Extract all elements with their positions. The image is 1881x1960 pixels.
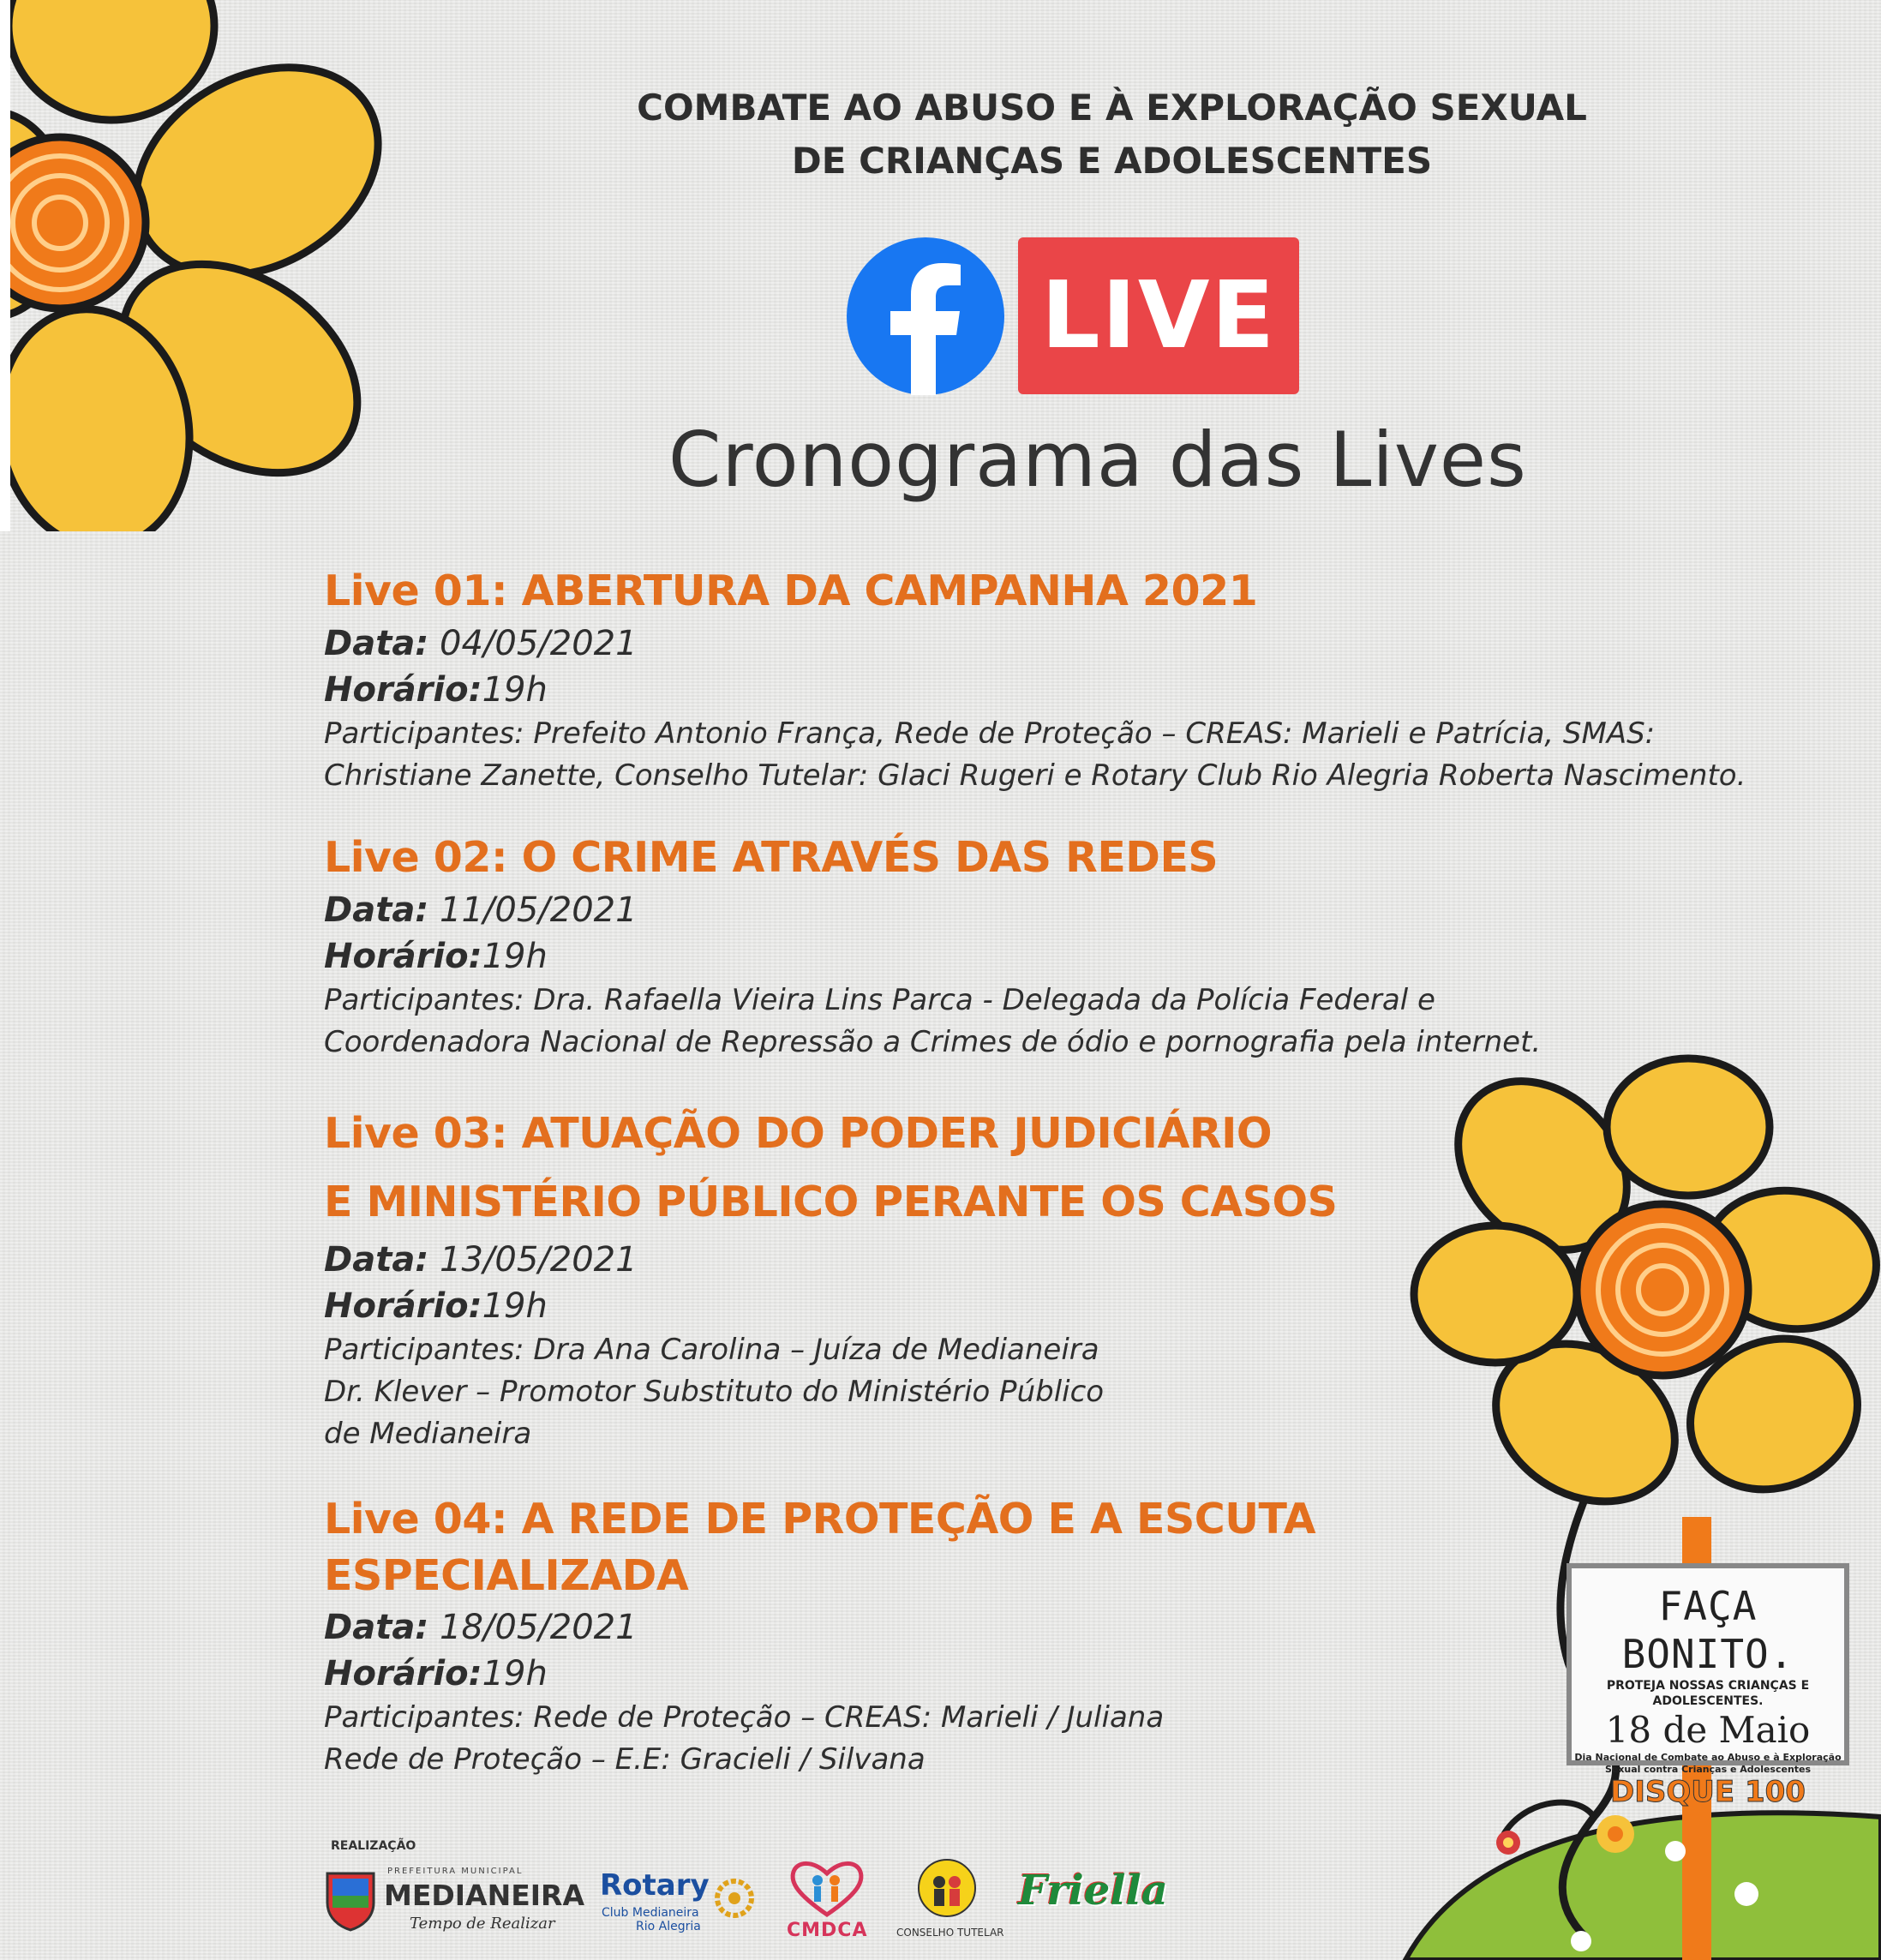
conselho-tutelar-name: CONSELHO TUTELAR: [896, 1927, 1004, 1939]
realizacao-label: REALIZAÇÃO: [331, 1839, 416, 1853]
header-line-2: DE CRIANÇAS E ADOLESCENTES: [791, 140, 1433, 182]
rotary-sub-2: Rio Alegria: [636, 1920, 701, 1933]
time-value: 19h: [482, 670, 548, 710]
faca-bonito-sign: [1567, 1563, 1849, 1809]
date-label: Data:: [324, 1608, 429, 1647]
live-02-time: [324, 933, 1541, 980]
live-03-participants-3: de Medianeira: [324, 1417, 532, 1451]
date-label: Data:: [324, 1240, 429, 1280]
facebook-icon: [847, 237, 1004, 395]
date-label: Data:: [324, 890, 429, 930]
live-02-participants-1: Participantes: Dra. Rafaella Vieira Lins Parca - Delegada da Polícia Federal e: [324, 983, 1435, 1017]
friella-name: Friella: [1018, 1867, 1168, 1915]
time-label: Horário:: [324, 670, 482, 710]
live-03-date: [324, 1237, 1337, 1283]
date-value: 18/05/2021: [428, 1608, 638, 1647]
date-value: 11/05/2021: [428, 890, 638, 930]
live-04-title-1: Live 04: A REDE DE PROTEÇÃO E A ESCUTA: [324, 1495, 1316, 1543]
live-01-section: [324, 562, 1746, 797]
heart-family-icon: [788, 1858, 866, 1918]
live-02-title: Live 02: O CRIME ATRAVÉS DAS REDES: [324, 833, 1219, 882]
live-01-time: [324, 667, 1746, 713]
sign-line-2: PROTEJA NOSSAS CRIANÇAS E ADOLESCENTES.: [1606, 1679, 1810, 1708]
sign-line-4b: Sexual contra Crianças e Adolescentes: [1604, 1764, 1812, 1775]
rotary-name: Rotary: [600, 1868, 710, 1903]
live-02-section: [324, 829, 1541, 1064]
date-value: 04/05/2021: [428, 624, 638, 663]
cmdca-logo: [782, 1858, 876, 1944]
conselho-tutelar-logo: [891, 1858, 1011, 1944]
live-01-participants-1: Participantes: Prefeito Antonio França, Rede de Proteção – CREAS: Marieli e Patrícia, SMAS:: [324, 716, 1656, 751]
live-02-participants-2: Coordenadora Nacional de Repressão a Crimes de ódio e pornografia pela internet.: [324, 1025, 1542, 1059]
live-04-date: [324, 1604, 1315, 1651]
live-04-participants-1: Participantes: Rede de Proteção – CREAS: Marieli / Juliana: [324, 1700, 1165, 1735]
live-03-title-2: E MINISTÉRIO PÚBLICO PERANTE OS CASOS: [324, 1178, 1338, 1226]
date-value: 13/05/2021: [428, 1240, 638, 1280]
live-04-section: [324, 1491, 1315, 1781]
live-badge: LIVE: [1018, 237, 1299, 394]
sign-disque-100: DISQUE 100: [1610, 1775, 1806, 1809]
live-01-date: [324, 620, 1746, 667]
rotary-logo: [600, 1868, 771, 1937]
conselho-tutelar-icon: [917, 1858, 977, 1918]
medianeira-logo: [324, 1860, 584, 1937]
friella-logo: [1018, 1867, 1168, 1927]
time-label: Horário:: [324, 937, 482, 976]
medianeira-name: MEDIANEIRA: [384, 1879, 584, 1912]
live-03-title-1: Live 03: ATUAÇÃO DO PODER JUDICIÁRIO: [324, 1109, 1272, 1158]
live-01-participants-2: Christiane Zanette, Conselho Tutelar: Glaci Rugeri e Rotary Club Rio Alegria Roberta Nascimento.: [324, 758, 1746, 793]
live-04-title-2: ESPECIALIZADA: [324, 1551, 689, 1600]
live-01-title: Live 01: ABERTURA DA CAMPANHA 2021: [324, 566, 1258, 615]
page-title: Cronograma das Lives: [668, 416, 1527, 504]
live-03-participants-2: Dr. Klever – Promotor Substituto do Ministério Público: [324, 1375, 1105, 1409]
time-label: Horário:: [324, 1654, 482, 1693]
flower-bottom-right-illustration: [1371, 1046, 1881, 1960]
city-crest-icon: [324, 1868, 377, 1932]
live-02-date: [324, 887, 1541, 933]
time-value: 19h: [482, 1286, 548, 1326]
sign-line-1: FAÇA BONITO.: [1621, 1583, 1794, 1677]
live-03-participants-1: Participantes: Dra Ana Carolina – Juíza de Medianeira: [324, 1333, 1099, 1367]
live-04-time: [324, 1651, 1315, 1697]
header-line-1: COMBATE AO ABUSO E À EXPLORAÇÃO SEXUAL: [637, 87, 1587, 129]
medianeira-tagline: Tempo de Realizar: [410, 1915, 555, 1933]
rotary-wheel-icon: [713, 1877, 756, 1920]
medianeira-small: PREFEITURA MUNICIPAL: [387, 1867, 524, 1876]
rotary-sub-1: Club Medianeira: [602, 1906, 699, 1920]
cmdca-name: CMDCA: [787, 1920, 868, 1941]
time-label: Horário:: [324, 1286, 482, 1326]
live-03-section: [324, 1100, 1337, 1455]
flower-top-left-illustration: [0, 0, 403, 531]
time-value: 19h: [482, 937, 548, 976]
sign-line-3: 18 de Maio: [1605, 1709, 1811, 1751]
live-03-time: [324, 1283, 1337, 1329]
live-04-participants-2: Rede de Proteção – E.E: Gracieli / Silvana: [324, 1742, 926, 1777]
time-value: 19h: [482, 1654, 548, 1693]
sign-line-4a: Dia Nacional de Combate ao Abuso e à Exploração: [1574, 1752, 1842, 1763]
campaign-header: [0, 81, 1881, 188]
date-label: Data:: [324, 624, 429, 663]
